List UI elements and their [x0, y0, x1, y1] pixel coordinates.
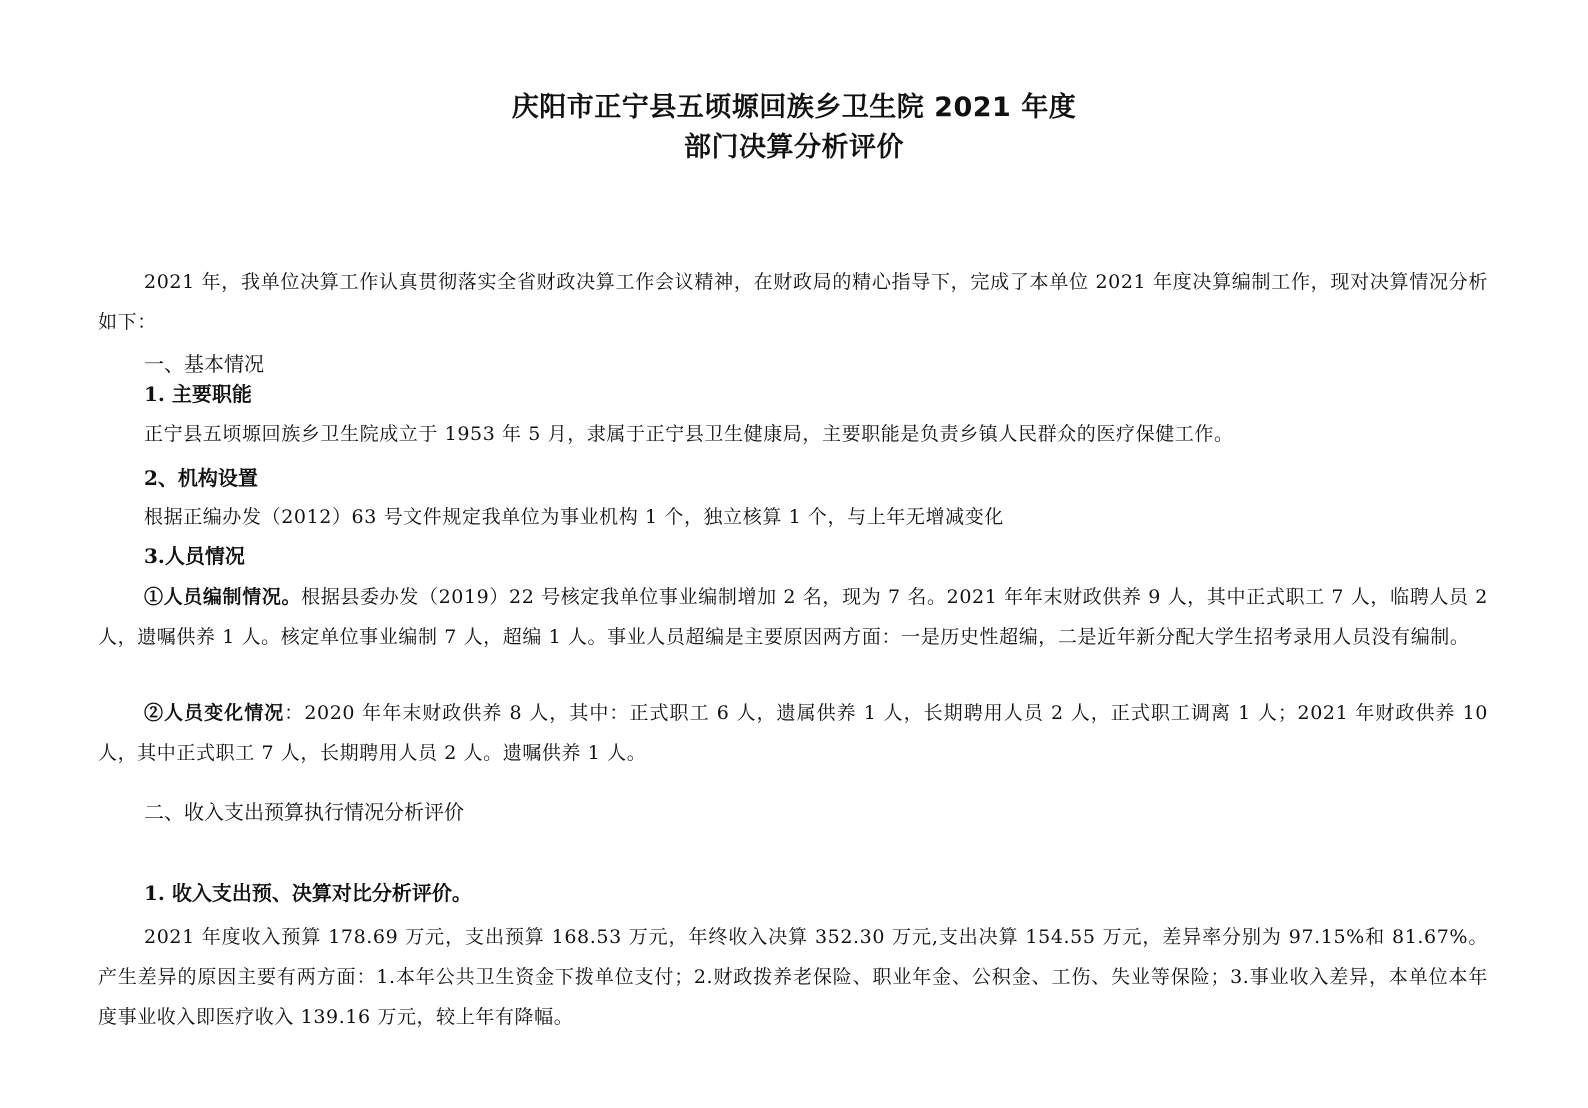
section2-heading: 二、收入支出预算执行情况分析评价 [144, 800, 464, 824]
staffing-change-text: ：2020 年年末财政供养 8 人，其中：正式职工 6 人，遗属供养 1 人，长期聘用人员 2 人，正式职工调离 1 人；2021 年财政供养 10 人，其中正式职工 7 人，长期聘用人员 2 人。遗嘱供养 1 人。 [98, 702, 1488, 764]
section2-sub1-heading: 1. 收入支出预、决算对比分析评价。 [144, 881, 472, 905]
staffing-change-paragraph [98, 693, 1488, 773]
section1-heading: 一、基本情况 [144, 352, 264, 376]
intro-paragraph: 2021 年，我单位决算工作认真贯彻落实全省财政决算工作会议精神，在财政局的精心指导下，完成了本单位 2021 年度决算编制工作，现对决算情况分析如下： [98, 271, 1488, 333]
document-title-line2: 部门决算分析评价 [684, 132, 904, 163]
section1-sub3-heading: 3.人员情况 [144, 544, 245, 568]
document-title-line1: 庆阳市正宁县五顷塬回族乡卫生院 2021 年度 [511, 92, 1077, 123]
section1-sub1-text: 正宁县五顷塬回族乡卫生院成立于 1953 年 5 月，隶属于正宁县卫生健康局，主要职能是负责乡镇人民群众的医疗保健工作。 [144, 423, 1234, 445]
staffing-quota-paragraph [98, 577, 1488, 657]
section1-sub2-heading: 2、机构设置 [144, 466, 258, 490]
section1-sub2-text: 根据正编办发（2012）63 号文件规定我单位为事业机构 1 个，独立核算 1 个，与上年无增减变化 [144, 506, 1004, 528]
staffing-quota-text: 根据县委办发（2019）22 号核定我单位事业编制增加 2 名，现为 7 名。2021 年年末财政供养 9 人，其中正式职工 7 人，临聘人员 2 人，遗嘱供养 1 人。核定单位事业编制 7 人，超编 1 人。事业人员超编是主要原因两方面：一是历史性超编，二是近年新分配大学生招考录用人员没有编制。 [98, 586, 1488, 648]
staffing-change-label: ②人员变化情况 [144, 702, 285, 724]
staffing-quota-label: ①人员编制情况。 [144, 586, 302, 608]
section2-sub1-text: 2021 年度收入预算 178.69 万元，支出预算 168.53 万元，年终收入决算 352.30 万元,支出决算 154.55 万元，差异率分别为 97.15%和 81.67%。产生差异的原因主要有两方面：1.本年公共卫生资金下拨单位支付；2.财政拨养老保险、职业年金、公积金、工伤、失业等保险；3.事业收入差异，本单位本年度事业收入即医疗收入 139.16 万元，较上年有降幅。 [98, 926, 1488, 1028]
section1-sub1-heading: 1. 主要职能 [144, 382, 252, 406]
